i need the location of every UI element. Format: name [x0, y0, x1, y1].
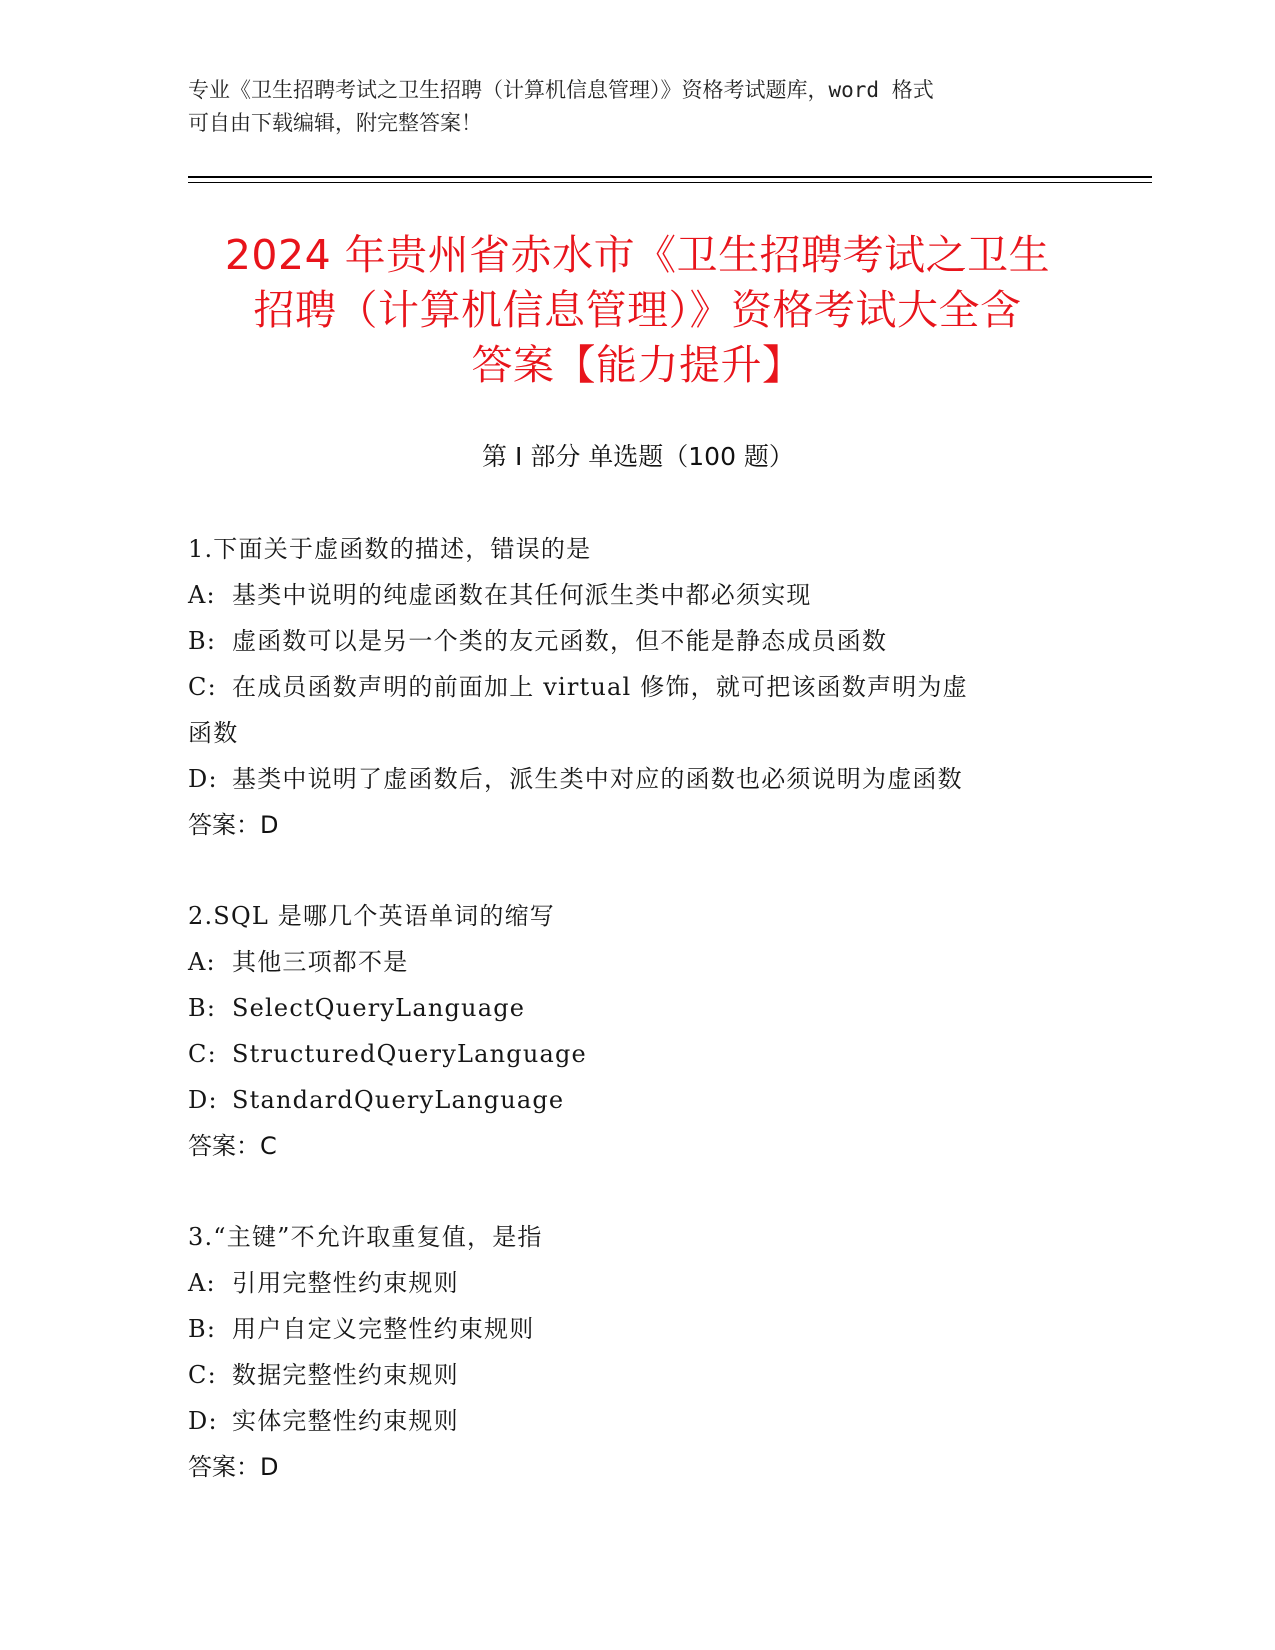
option-c — [188, 1352, 1088, 1398]
option-label: C: — [188, 673, 217, 701]
header-note-line-2: 可自由下载编辑，附完整答案！ — [188, 111, 482, 135]
option-label: B: — [188, 994, 217, 1022]
option-text: 实体完整性约束规则 — [232, 1407, 459, 1435]
section-heading: 第 I 部分 单选题（100 题） — [482, 442, 794, 471]
option-text: 在成员函数声明的前面加上 virtual 修饰，就可把该函数声明为虚 — [232, 673, 968, 701]
option-c — [188, 1031, 1088, 1077]
option-label: D: — [188, 765, 218, 793]
question-3 — [188, 1214, 1088, 1490]
option-text: 引用完整性约束规则 — [232, 1269, 459, 1297]
option-label: A: — [188, 1269, 216, 1297]
document-title-line-1: 2024 年贵州省赤水市《卫生招聘考试之卫生 — [224, 231, 1051, 279]
question-1 — [188, 526, 1088, 848]
option-label: B: — [188, 1315, 217, 1343]
question-2 — [188, 893, 1088, 1169]
question-stem: 2.SQL 是哪几个英语单词的缩写 — [188, 902, 555, 930]
question-stem: 3.“主键”不允许取重复值，是指 — [188, 1223, 543, 1251]
option-a — [188, 939, 1088, 985]
option-label: D: — [188, 1086, 218, 1114]
option-label: D: — [188, 1407, 218, 1435]
option-label: A: — [188, 948, 216, 976]
option-a — [188, 1260, 1088, 1306]
option-a — [188, 572, 1088, 618]
option-d — [188, 756, 1088, 802]
header-note — [188, 74, 1088, 140]
option-text: 用户自定义完整性约束规则 — [232, 1315, 535, 1343]
header-note-line-1: 专业《卫生招聘考试之卫生招聘（计算机信息管理）》资格考试题库，word 格式 — [188, 78, 934, 102]
option-d — [188, 1077, 1088, 1123]
option-c-continued — [188, 710, 1088, 756]
header-divider-thick — [188, 176, 1152, 178]
option-text: 基类中说明的纯虚函数在其任何派生类中都必须实现 — [232, 581, 812, 609]
option-text-continued: 函数 — [188, 719, 239, 747]
question-list — [188, 526, 1088, 1535]
header-divider-thin — [188, 182, 1152, 183]
option-b — [188, 618, 1088, 664]
option-text: SelectQueryLanguage — [232, 994, 526, 1022]
document-title-line-3: 答案【能力提升】 — [471, 341, 804, 389]
answer-line: 答案：D — [188, 1453, 279, 1481]
document-title — [170, 228, 1105, 393]
option-text: 虚函数可以是另一个类的友元函数，但不能是静态成员函数 — [232, 627, 888, 655]
option-text: StandardQueryLanguage — [232, 1086, 565, 1114]
option-b — [188, 1306, 1088, 1352]
answer-line: 答案：C — [188, 1132, 277, 1160]
option-c — [188, 664, 1088, 710]
option-label: C: — [188, 1040, 217, 1068]
answer-line: 答案：D — [188, 811, 279, 839]
option-text: 其他三项都不是 — [232, 948, 409, 976]
option-text: 基类中说明了虚函数后，派生类中对应的函数也必须说明为虚函数 — [232, 765, 963, 793]
option-text: StructuredQueryLanguage — [232, 1040, 587, 1068]
option-label: B: — [188, 627, 217, 655]
option-text: 数据完整性约束规则 — [232, 1361, 459, 1389]
option-d — [188, 1398, 1088, 1444]
question-stem: 1.下面关于虚函数的描述，错误的是 — [188, 535, 592, 563]
option-label: C: — [188, 1361, 217, 1389]
document-title-line-2: 招聘（计算机信息管理）》资格考试大全含 — [253, 286, 1022, 334]
option-b — [188, 985, 1088, 1031]
option-label: A: — [188, 581, 216, 609]
